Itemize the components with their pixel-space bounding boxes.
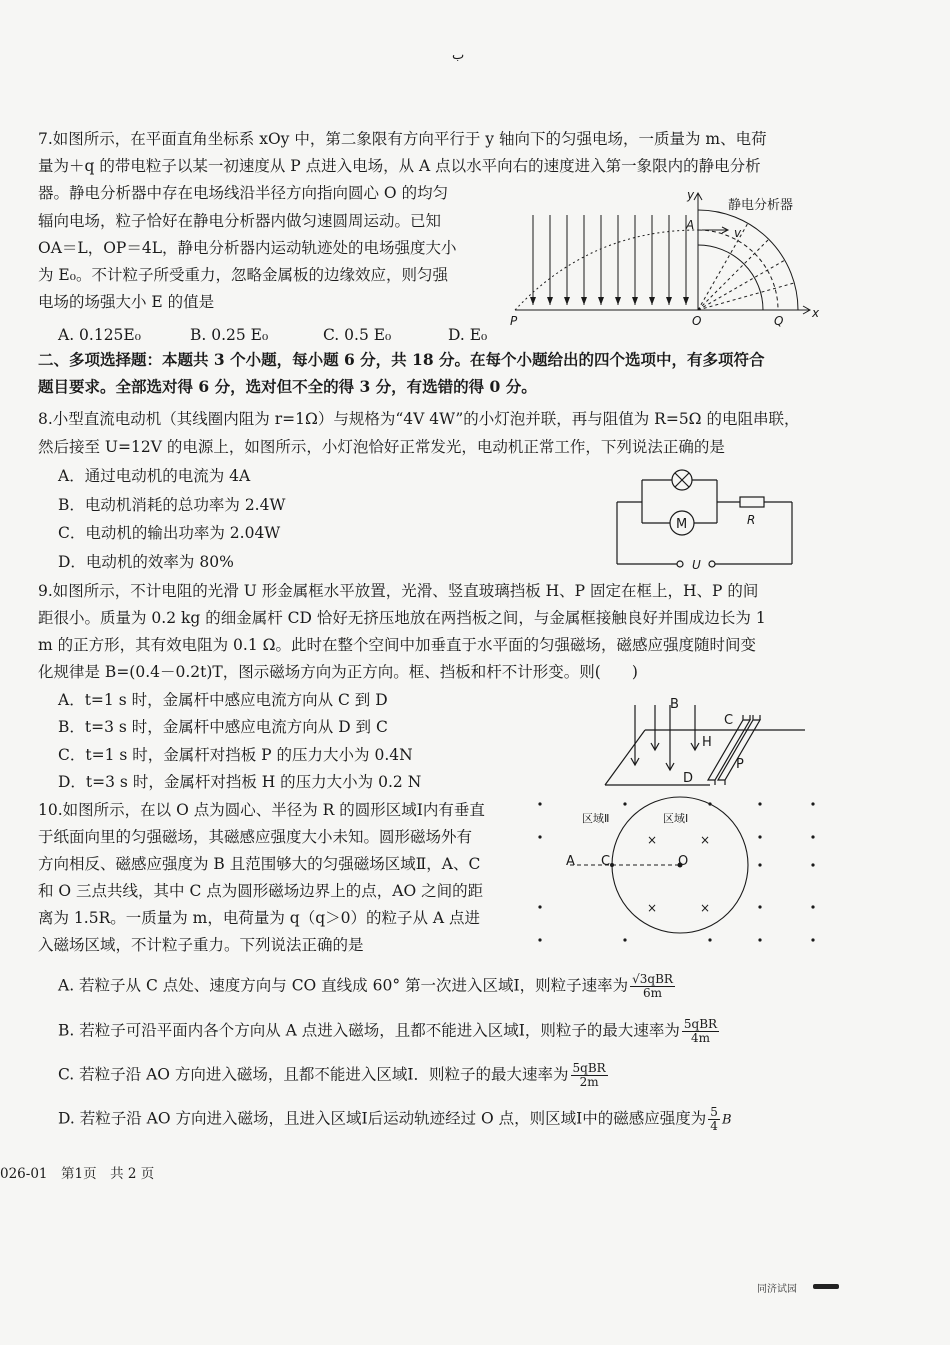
- section-2-heading: 二、多项选择题：本题共 3 个小题，每小题 6 分，共 18 分。在每个小题给出的四个选项中，有多项符合: [38, 350, 765, 369]
- fraction-numerator: √3qBR: [632, 972, 673, 986]
- q7-line: 电场的场强大小 E 的值是: [38, 293, 215, 311]
- q9-label-p: P: [736, 757, 744, 772]
- fraction-denominator: 4: [710, 1119, 718, 1133]
- q8-resistor-label: R: [747, 513, 756, 527]
- q10-line: 和 O 三点共线，其中 C 点为圆形磁场边界上的点，AO 之间的距: [38, 882, 484, 900]
- q7-option-b: B. 0.25 E₀: [190, 326, 269, 344]
- corner-mark: 同济试园: [757, 1284, 797, 1295]
- q10-line: 10.如图所示，在以 O 点为圆心、半径为 R 的圆形区域Ⅰ内有垂直: [38, 801, 485, 819]
- q10-region-2-label: 区域Ⅱ: [582, 812, 610, 825]
- q7-line: 辐向电场，粒子恰好在静电分析器内做匀速圆周运动。已知: [38, 212, 442, 230]
- q8-source-label: U: [692, 558, 701, 572]
- fraction-numerator: 5qBR: [683, 1017, 718, 1031]
- q10-label-c: C: [601, 854, 611, 869]
- q8-option-a: A．通过电动机的电流为 4A: [58, 467, 251, 485]
- q7-figure: [510, 185, 820, 330]
- q10-region-1-label: 区域Ⅰ: [663, 812, 689, 825]
- q7-line: OA＝L，OP＝4L，静电分析器内运动轨迹处的电场强度大小: [38, 239, 457, 257]
- fraction-numerator: 5qBR: [572, 1061, 606, 1075]
- q9-option-c: C．t=1 s 时，金属杆对挡板 P 的压力大小为 0.4N: [58, 746, 413, 764]
- q10-line: 入磁场区域，不计粒子重力。下列说法正确的是: [38, 936, 364, 954]
- q7-fig-label-a: A: [686, 218, 695, 232]
- q9-label-b: B: [670, 697, 679, 712]
- q9-option-a: A．t=1 s 时，金属杆中感应电流方向从 C 到 D: [58, 691, 388, 709]
- q9-line: m 的正方形，其有效电阻为 0.1 Ω。此时在整个空间中加垂直于水平面的匀强磁场，磁感应强度随时间变: [38, 636, 756, 654]
- q10-option-d: [58, 1106, 732, 1133]
- q7-option-a: A. 0.125E₀: [58, 326, 141, 344]
- fraction-denominator: 4m: [691, 1031, 711, 1045]
- q10-option-d-tail: B: [721, 1112, 732, 1128]
- q10-option-b: [58, 1018, 721, 1045]
- q7-fig-label-q: Q: [774, 314, 784, 328]
- q10-option-a-fraction: [630, 973, 675, 1000]
- q10-cross: ×: [646, 901, 658, 915]
- top-mark: ب: [452, 48, 465, 63]
- q9-option-d: D．t=3 s 时，金属杆对挡板 H 的压力大小为 0.2 N: [58, 773, 422, 791]
- q9-line: 9.如图所示，不计电阻的光滑 U 形金属框水平放置，光滑、竖直玻璃挡板 H、P 固定在框上，H、P 的间: [38, 582, 759, 600]
- q10-option-b-fraction: [682, 1018, 719, 1045]
- page-footer: 026-01 第1页 共 2 页: [0, 1166, 155, 1182]
- q10-option-a-text: A. 若粒子从 C 点处、速度方向与 CO 直线成 60° 第一次进入区域Ⅰ，则粒子速率为: [58, 976, 629, 995]
- q7-option-d: D. E₀: [448, 326, 488, 344]
- q10-cross: ×: [699, 901, 711, 915]
- corner-bar: [813, 1284, 839, 1289]
- q7-line: 量为＋q 的带电粒子以某一初速度从 P 点进入电场，从 A 点以水平向右的速度进入第一象限内的静电分析: [38, 157, 761, 175]
- q10-option-b-text: B. 若粒子可沿平面内各个方向从 A 点进入磁场，且都不能进入区域Ⅰ，则粒子的最大速率为: [58, 1021, 680, 1040]
- q7-fig-label-y: y: [687, 188, 695, 202]
- q8-circuit-figure: [612, 468, 802, 578]
- q10-figure: [530, 792, 830, 952]
- q8-option-c: C．电动机的输出功率为 2.04W: [58, 524, 281, 542]
- q10-cross: ×: [646, 833, 658, 847]
- q10-option-c-fraction: [571, 1062, 608, 1089]
- q10-option-c: [58, 1062, 610, 1089]
- q7-fig-title: 静电分析器: [728, 198, 794, 213]
- q7-fig-label-p: P: [510, 314, 518, 328]
- q10-option-d-text: D. 若粒子沿 AO 方向进入磁场，且进入区域Ⅰ后运动轨迹经过 O 点，则区域Ⅰ中的磁感应强度为: [58, 1109, 707, 1128]
- q7-fig-label-x: x: [812, 306, 820, 320]
- q8-motor-label: M: [676, 517, 688, 532]
- q7-option-c: C. 0.5 E₀: [323, 326, 392, 344]
- q9-label-h: H: [702, 735, 712, 750]
- section-2-heading-cont: 题目要求。全部选对得 6 分，选对但不全的得 3 分，有选错的得 0 分。: [38, 377, 537, 396]
- q9-label-c: C: [724, 713, 734, 728]
- q7-fig-label-o: O: [692, 314, 702, 328]
- q7-line: 为 E₀。不计粒子所受重力，忽略金属板的边缘效应，则匀强: [38, 266, 448, 284]
- q9-line: 化规律是 B=(0.4－0.2t)T，图示磁场方向为正方向。框、挡板和杆不计形变。则( ): [38, 663, 638, 681]
- q10-cross: ×: [699, 833, 711, 847]
- q10-line: 于纸面向里的匀强磁场，其磁感应强度大小未知。圆形磁场外有: [38, 828, 473, 846]
- q10-line: 方向相反、磁感应强度为 B 且范围够大的匀强磁场区域Ⅱ，A、C: [38, 855, 481, 873]
- q9-option-b: B．t=3 s 时，金属杆中感应电流方向从 D 到 C: [58, 718, 388, 736]
- q10-label-a: A: [566, 854, 575, 869]
- q9-line: 距很小。质量为 0.2 kg 的细金属杆 CD 恰好无挤压地放在两挡板之间，与金属框接触良好并围成边长为 1: [38, 609, 766, 627]
- q10-label-o: O: [678, 854, 689, 869]
- q7-line: 7.如图所示，在平面直角坐标系 xOy 中，第二象限有方向平行于 y 轴向下的匀强电场，一质量为 m、电荷: [38, 130, 767, 148]
- fraction-denominator: 6m: [643, 986, 663, 1000]
- q7-fig-label-v: v: [734, 226, 742, 240]
- fraction-numerator: 5: [710, 1105, 718, 1119]
- q9-figure: [600, 690, 810, 790]
- q8-option-d: D．电动机的效率为 80%: [58, 553, 234, 571]
- q10-line: 离为 1.5R。一质量为 m，电荷量为 q（q＞0）的粒子从 A 点进: [38, 909, 481, 927]
- q10-option-a: [58, 973, 677, 1000]
- q8-line: 然后接至 U=12V 的电源上，如图所示，小灯泡恰好正常发光，电动机正常工作，下列说法正确的是: [38, 438, 725, 456]
- q7-line: 器。静电分析器中存在电场线沿半径方向指向圆心 O 的均匀: [38, 184, 449, 202]
- q10-option-c-text: C. 若粒子沿 AO 方向进入磁场，且都不能进入区域Ⅰ．则粒子的最大速率为: [58, 1065, 569, 1084]
- q8-option-b: B．电动机消耗的总功率为 2.4W: [58, 496, 286, 514]
- q9-label-d: D: [683, 771, 694, 786]
- q10-option-d-fraction: [708, 1106, 720, 1133]
- fraction-denominator: 2m: [579, 1075, 599, 1089]
- q8-line: 8.小型直流电动机（其线圈内阻为 r=1Ω）与规格为“4V 4W”的小灯泡并联，再与阻值为 R=5Ω 的电阻串联，: [38, 410, 800, 428]
